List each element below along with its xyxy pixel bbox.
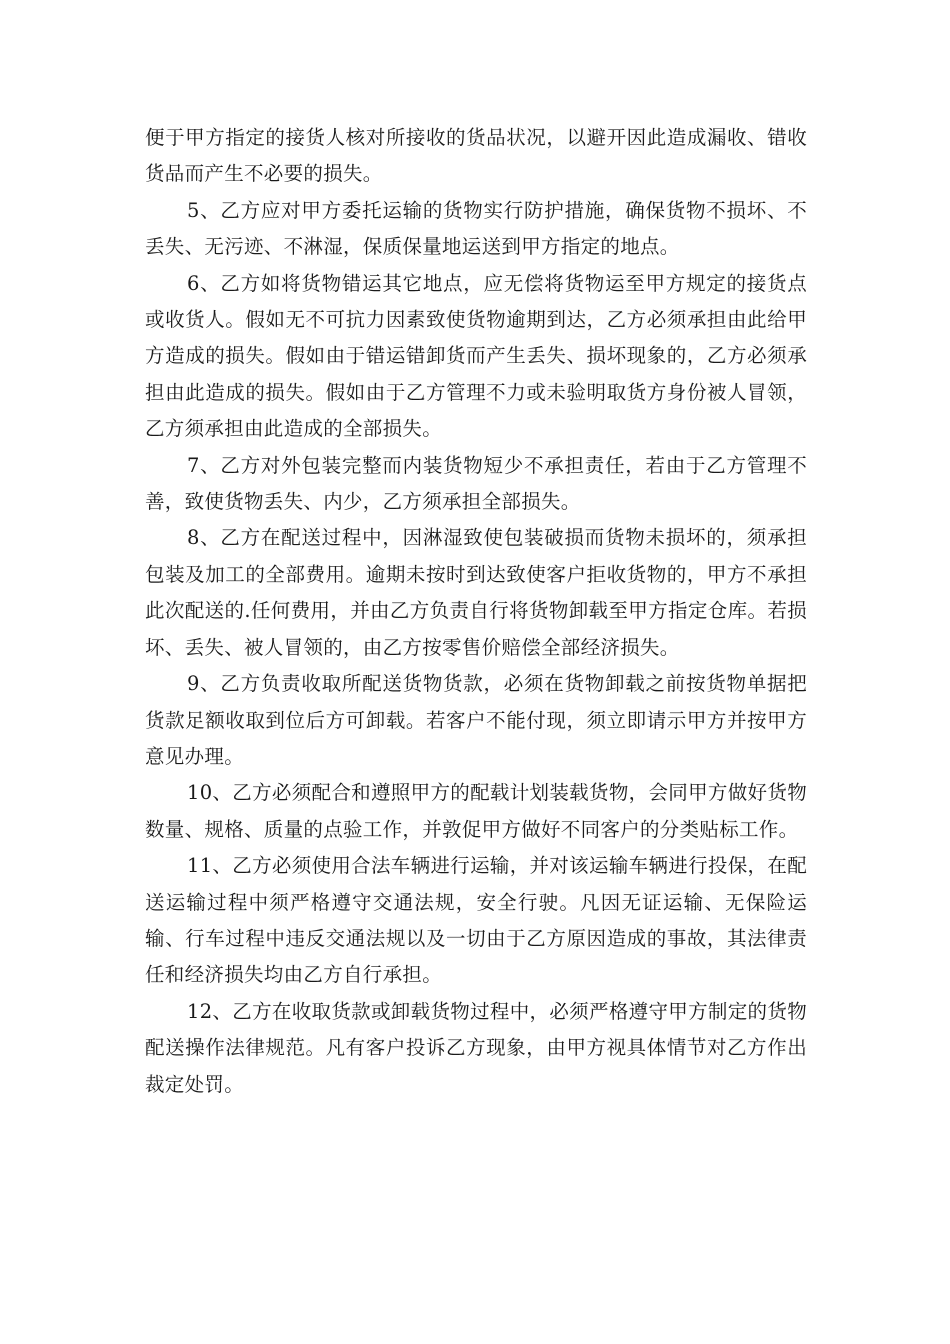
document-body — [145, 120, 807, 1103]
paragraph-continuation: 便于甲方指定的接货人核对所接收的货品状况，以避开因此造成漏收、错收货品而产生不必要的损失。 — [145, 126, 807, 186]
clause-5: 5、乙方应对甲方委托运输的货物实行防护措施，确保货物不损坏、不丢失、无污迹、不淋湿，保质保量地运送到甲方指定的地点。 — [145, 198, 807, 259]
clause-8: 8、乙方在配送过程中，因淋湿致使包装破损而货物未损坏的，须承担包装及加工的全部费用。逾期未按时到达致使客户拒收货物的，甲方不承担此次配送的.任何费用，并由乙方负责自行将货物卸载至甲方指定仓库。若损坏、丢失、被人冒领的，由乙方按零售价赔偿全部经济损失。 — [145, 526, 807, 659]
clause-7: 7、乙方对外包装完整而内装货物短少不承担责任，若由于乙方管理不善，致使货物丢失、内少，乙方须承担全部损失。 — [145, 453, 807, 514]
clause-12: 12、乙方在收取货款或卸载货物过程中，必须严格遵守甲方制定的货物配送操作法律规范。凡有客户投诉乙方现象，由甲方视具体情节对乙方作出裁定处罚。 — [145, 999, 807, 1096]
clause-6: 6、乙方如将货物错运其它地点，应无偿将货物运至甲方规定的接货点或收货人。假如无不可抗力因素致使货物逾期到达，乙方必须承担由此给甲方造成的损失。假如由于错运错卸货而产生丢失、损坏现象的，乙方必须承担由此造成的损失。假如由于乙方管理不力或未验明取货方身份被人冒领，乙方须承担由此造成的全部损失。 — [145, 271, 807, 441]
clause-11: 11、乙方必须使用合法车辆进行运输，并对该运输车辆进行投保，在配送运输过程中须严格遵守交通法规，安全行驶。凡因无证运输、无保险运输、行车过程中违反交通法规以及一切由于乙方原因造成的事故，其法律责任和经济损失均由乙方自行承担。 — [145, 854, 807, 987]
clause-10: 10、乙方必须配合和遵照甲方的配载计划装载货物，会同甲方做好货物数量、规格、质量的点验工作，并敦促甲方做好不同客户的分类贴标工作。 — [145, 781, 807, 841]
clause-9: 9、乙方负责收取所配送货物货款，必须在货物卸载之前按货物单据把货款足额收取到位后方可卸载。若客户不能付现，须立即请示甲方并按甲方意见办理。 — [145, 672, 807, 768]
